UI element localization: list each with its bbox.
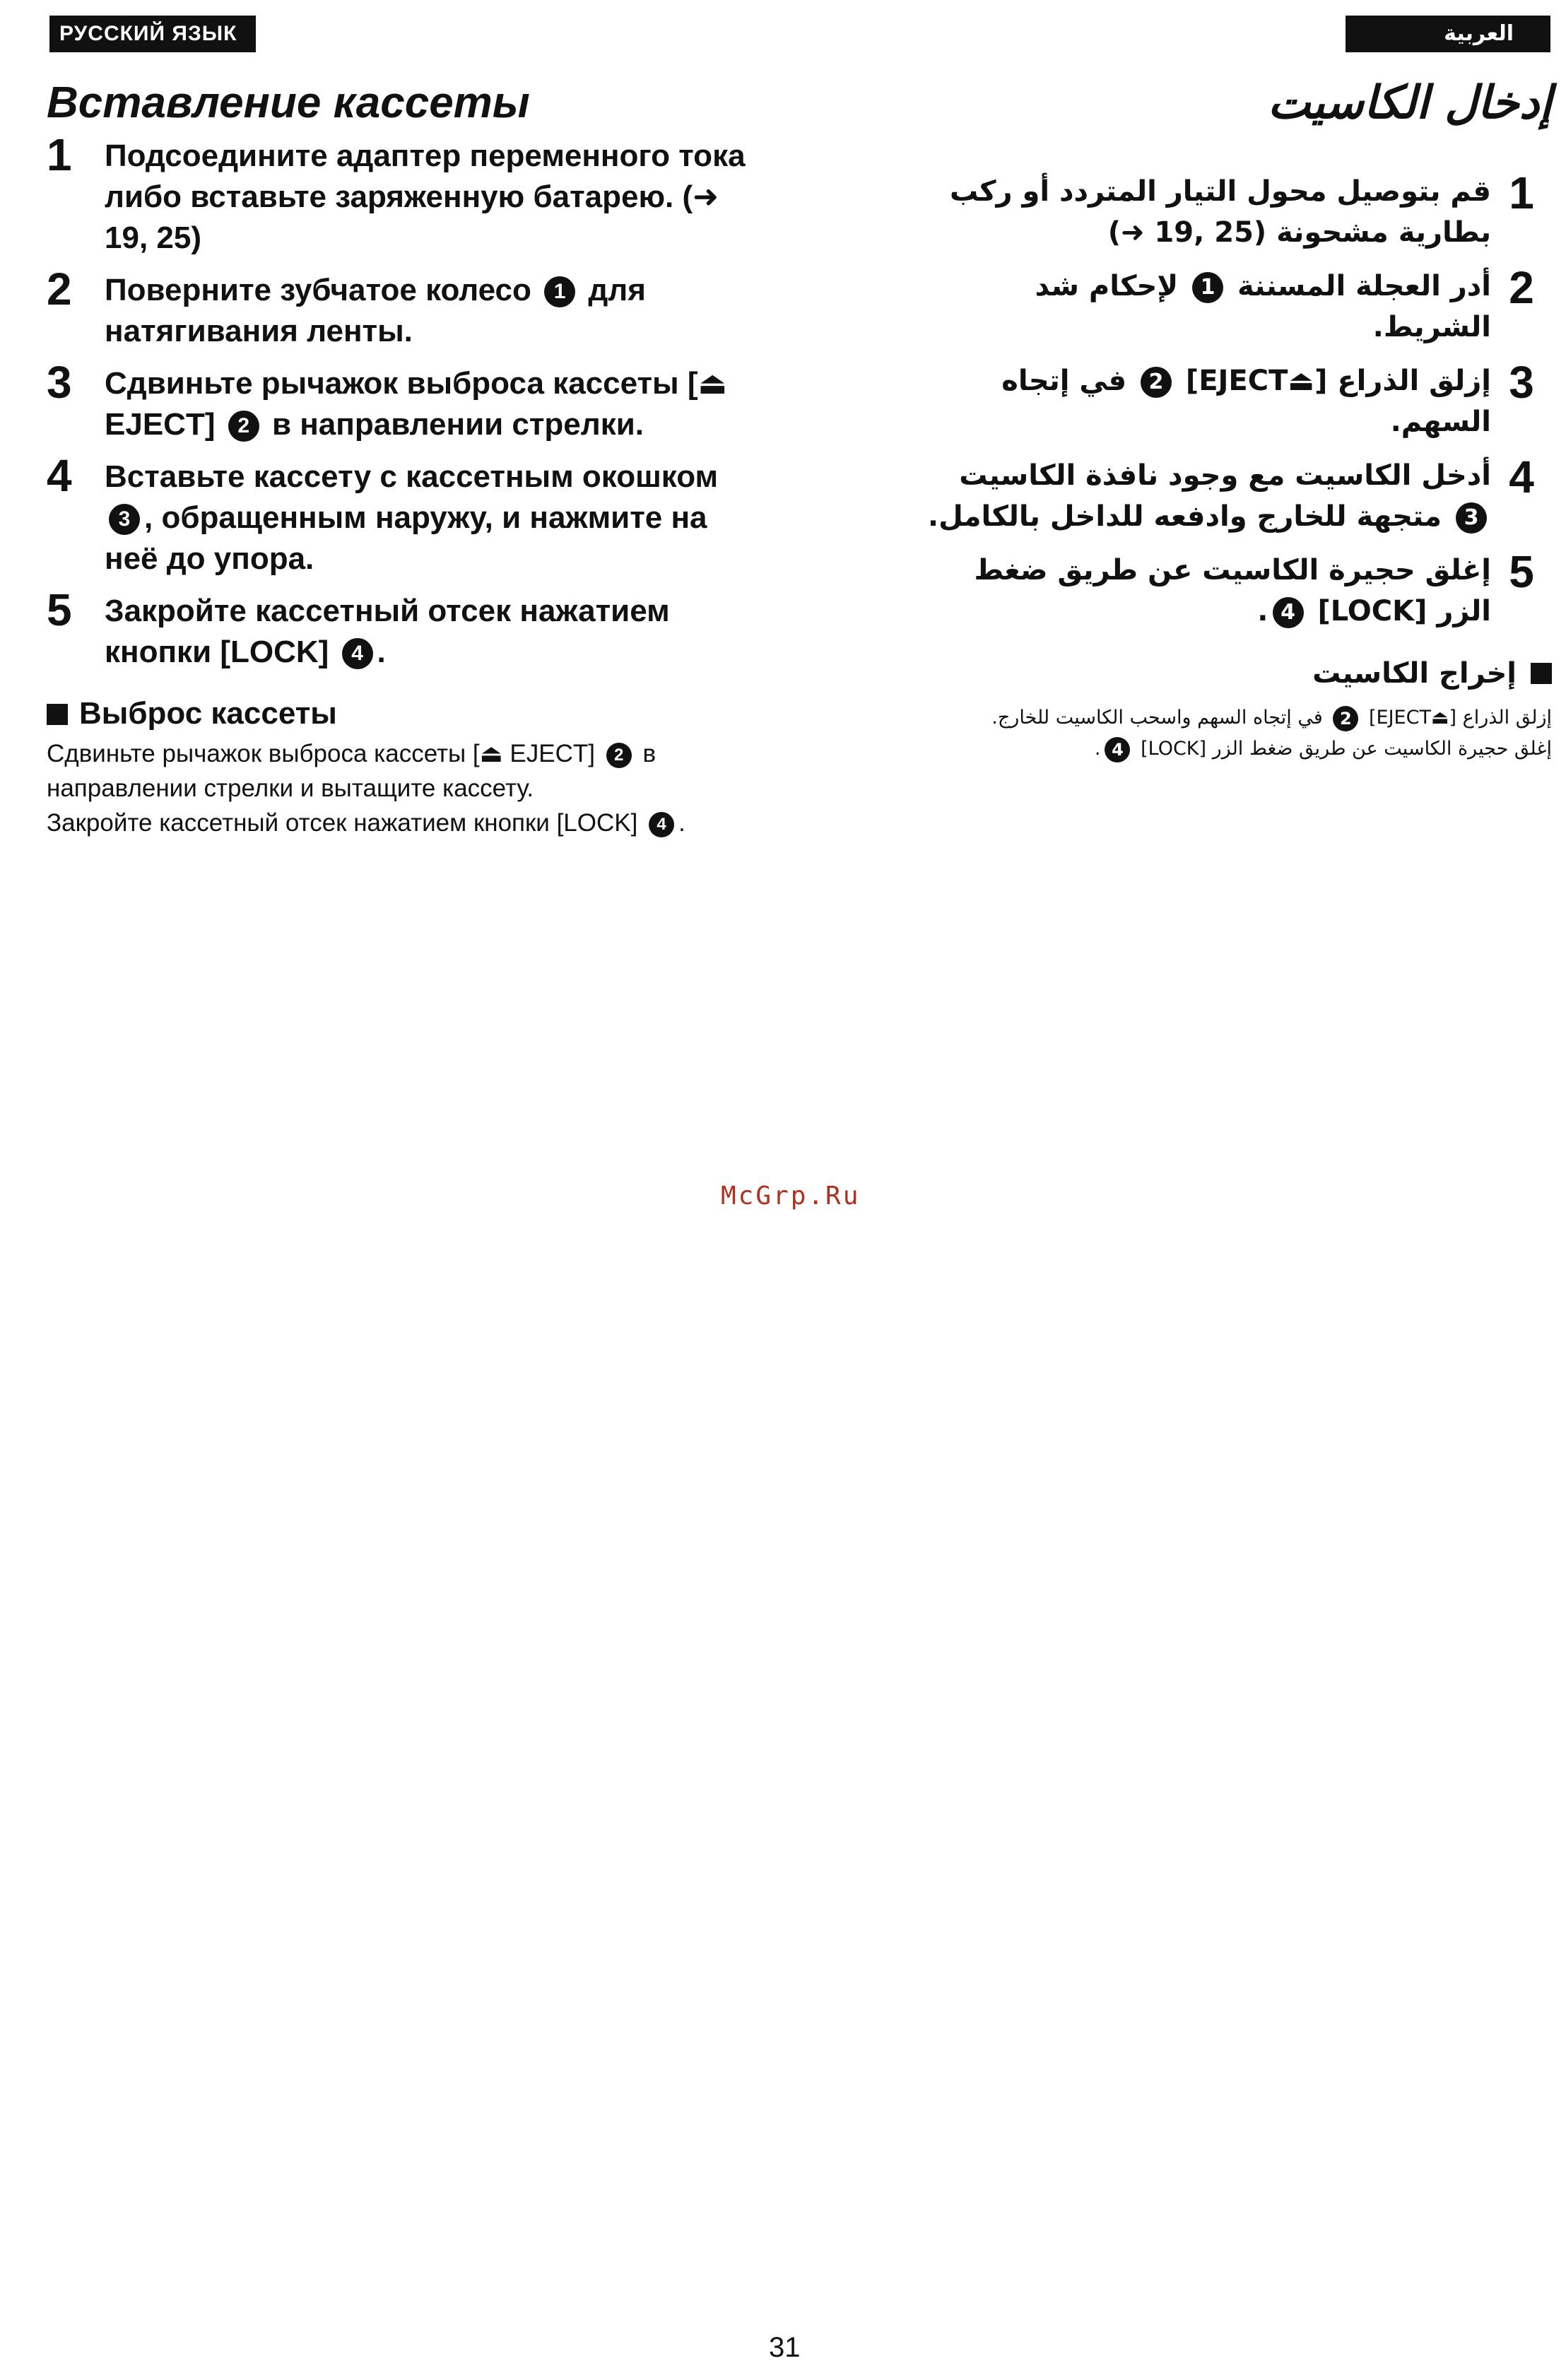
eject-paragraph-2: إغلق حجيرة الكاسيت عن طريق ضغط الزر [LOCK] 4. [919, 734, 1552, 765]
step-text: إغلق حجيرة الكاسيت عن طريق ضغط الزر [LOCK] 4. [974, 554, 1491, 628]
step-4 [47, 450, 753, 579]
step-number: 3 [47, 357, 72, 408]
step-text: إزلق الذراع [⏏EJECT] 2 في إتجاه السهم. [1001, 365, 1491, 438]
callout-2-icon: 2 [606, 743, 632, 768]
callout-2-icon: 2 [228, 411, 259, 442]
callout-2-icon: 2 [1141, 367, 1172, 398]
page-title-arabic: إدخال الكاسيت [1267, 77, 1552, 129]
eject-heading-arabic: إخراج الكاسيت [919, 657, 1552, 690]
step-3 [47, 357, 753, 445]
step-number: 2 [1509, 262, 1534, 313]
page-number: 31 [769, 2332, 801, 2363]
step-1 [919, 167, 1552, 253]
callout-3-icon: 3 [109, 504, 140, 535]
step-number: 2 [47, 264, 72, 314]
step-text: Поверните зубчатое колесо 1 для натягивания ленты. [105, 273, 646, 348]
arabic-column [919, 76, 1552, 765]
step-text: Подсоедините адаптер переменного тока либо вставьте заряженную батарею. (➜ 19, 25) [105, 139, 746, 255]
russian-column [47, 76, 753, 840]
step-2 [47, 264, 753, 352]
step-5 [47, 584, 753, 673]
callout-4-icon: 4 [342, 638, 373, 669]
step-5 [919, 546, 1552, 632]
language-tab-arabic: العربية [1346, 16, 1550, 52]
step-number: 5 [1509, 546, 1534, 597]
step-text: قم بتوصيل محول التيار المتردد أو ركب بطارية مشحونة (25 ,19 ➜) [949, 175, 1491, 249]
step-4 [919, 452, 1552, 537]
page-title-russian: Вставление кассеты [47, 78, 530, 127]
callout-4-icon: 4 [1273, 597, 1304, 628]
watermark: McGrp.Ru [721, 1182, 861, 1210]
step-number: 5 [47, 584, 72, 635]
step-number: 3 [1509, 357, 1534, 408]
callout-3-icon: 3 [1456, 502, 1487, 534]
step-text: Закройте кассетный отсек нажатием кнопки [LOCK] 4 . [105, 594, 670, 669]
callout-1-icon: 1 [544, 276, 575, 307]
step-1 [47, 129, 753, 259]
callout-4-icon: 4 [1105, 737, 1130, 762]
callout-2-icon: 2 [1333, 706, 1358, 731]
step-number: 4 [47, 450, 72, 501]
language-tab-russian: РУССКИЙ ЯЗЫК [49, 16, 256, 52]
step-number: 4 [1509, 452, 1534, 502]
step-text: أدخل الكاسيت مع وجود نافذة الكاسيت 3 متجهة للخارج وادفعه للداخل بالكامل. [927, 459, 1491, 533]
square-bullet-icon [47, 704, 68, 725]
steps-list-russian [47, 129, 753, 673]
square-bullet-icon [1531, 663, 1552, 684]
step-text: Сдвиньте рычажок выброса кассеты [⏏ EJECT] 2 в направлении стрелки. [105, 366, 728, 442]
eject-heading-russian: Выброс кассеты [47, 694, 753, 734]
callout-1-icon: 1 [1192, 272, 1223, 303]
step-text: Вставьте кассету с кассетным окошком 3 , обращенным наружу, и нажмите на неё до упора. [105, 459, 719, 576]
step-number: 1 [1509, 167, 1534, 218]
callout-4-icon: 4 [649, 812, 674, 837]
eject-paragraph-1: إزلق الذراع [⏏EJECT] 2 في إتجاه السهم واسحب الكاسيت للخارج. [919, 702, 1552, 734]
eject-paragraph-1: Сдвиньте рычажок выброса кассеты [⏏ EJECT] 2 в направлении стрелки и вытащите кассету. [47, 740, 657, 802]
step-3 [919, 357, 1552, 442]
eject-paragraph-2: Закройте кассетный отсек нажатием кнопки [LOCK] 4 . [47, 809, 685, 837]
step-number: 1 [47, 129, 72, 180]
step-2 [919, 262, 1552, 348]
step-text: أدر العجلة المسننة 1 لإحكام شد الشريط. [1035, 270, 1491, 343]
